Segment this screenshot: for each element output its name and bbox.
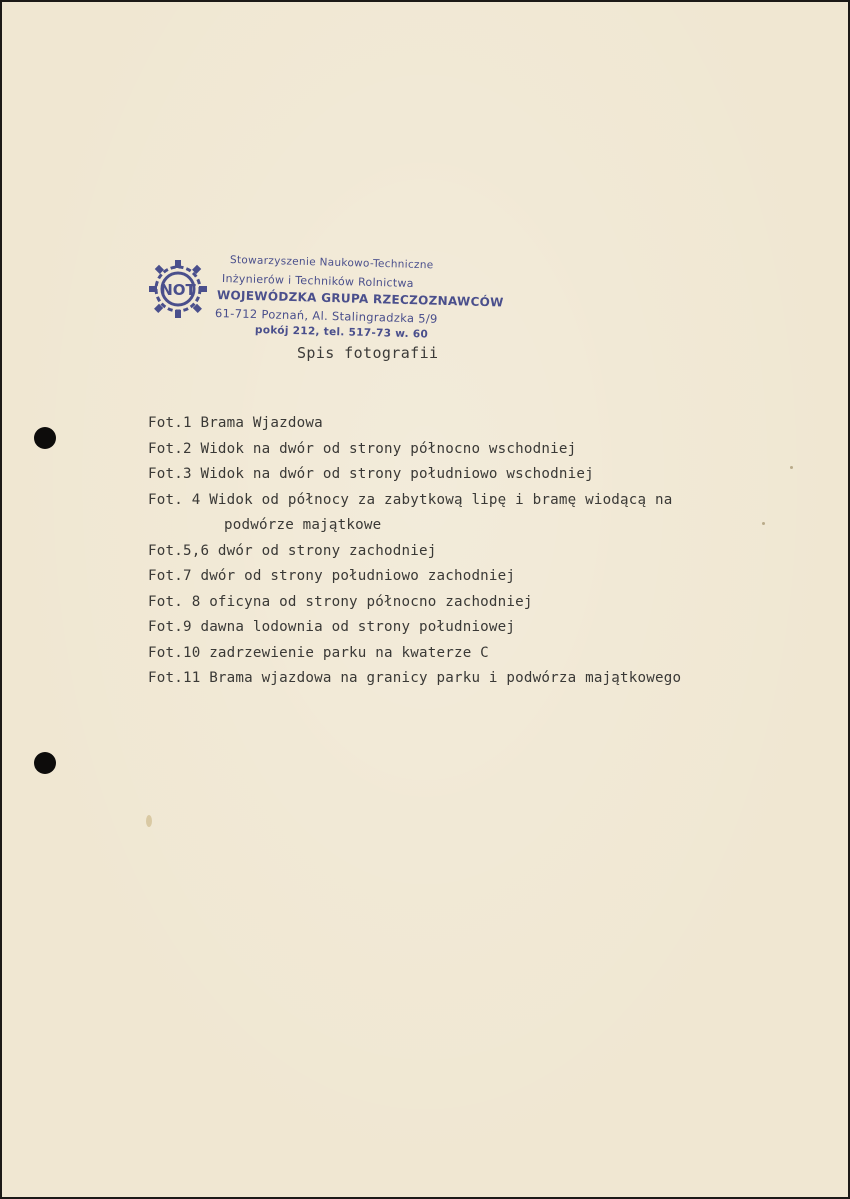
list-item: Fot. 8 oficyna od strony północno zachodniej <box>148 593 533 610</box>
list-item: Fot. 4 Widok od północy za zabytkową lipę i bramę wiodącą na <box>148 491 673 508</box>
stamp-line: Stowarzyszenie Naukowo-Techniczne <box>229 254 434 272</box>
photo-list <box>148 411 828 692</box>
list-item: Fot.11 Brama wjazdowa na granicy parku i podwórza majątkowego <box>148 670 682 686</box>
organization-stamp <box>145 248 504 358</box>
paper-speck <box>146 815 152 827</box>
stamp-line: pokój 212, tel. 517-73 w. 60 <box>254 324 429 341</box>
punch-hole <box>34 752 56 774</box>
stamp-line: 61-712 Poznań, Al. Stalingradzka 5/9 <box>214 306 438 326</box>
punch-hole <box>34 427 56 449</box>
document-title: Spis fotografii <box>297 344 439 362</box>
stamp-line: WOJEWÓDZKA GRUPA RZECZOZNAWCÓW <box>216 288 504 310</box>
list-item: Fot.10 zadrzewienie parku na kwaterze C <box>148 644 489 661</box>
list-item: Fot.7 dwór od strony południowo zachodniej <box>148 568 516 584</box>
list-item: Fot.9 dawna lodownia od strony południowej <box>148 619 516 635</box>
list-item: Fot.2 Widok na dwór od strony północno wschodniej <box>148 440 577 457</box>
stamp-line: Inżynierów i Techników Rolnictwa <box>221 272 414 291</box>
stamp-logo-text: NOT <box>160 281 196 299</box>
list-item: Fot.1 Brama Wjazdowa <box>148 415 323 431</box>
list-item: Fot.3 Widok na dwór od strony południowo wschodniej <box>148 466 594 482</box>
list-item: Fot.5,6 dwór od strony zachodniej <box>148 542 437 559</box>
gear-logo-icon <box>145 256 211 322</box>
list-item-continuation: podwórze majątkowe <box>224 517 382 533</box>
